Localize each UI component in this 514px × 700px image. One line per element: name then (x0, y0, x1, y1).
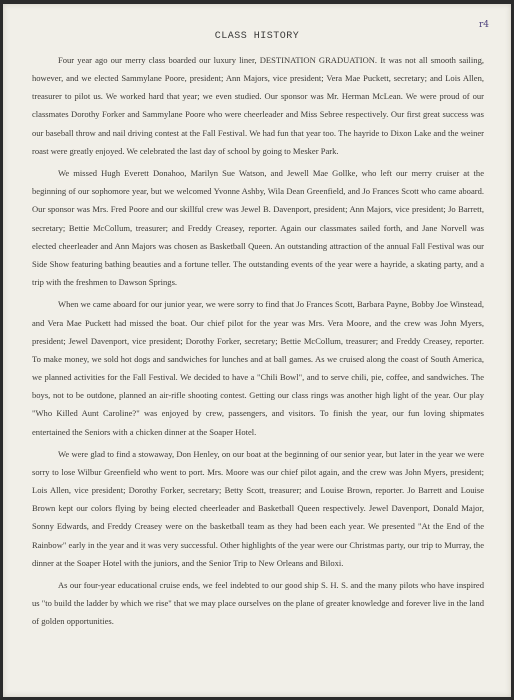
paragraph-closing: As our four-year educational cruise ends, we feel indebted to our good ship S. H. S. and the many pilots who have inspired us "to build the ladder by which we rise" that we may place ourselves on the plane of greater knowledge and forever live in the land of golden opportunities. (32, 580, 484, 627)
corner-mark: r4 (478, 20, 489, 30)
paragraph-sophomore-year: We missed Hugh Everett Donahoo, Marilyn Sue Watson, and Jewell Mae Gollke, who left our merry cruiser at the beginning of our sophomore year, but we welcomed Yvonne Ashby, Wila Dean Greenfield, and Jo Frances Scott who came aboard. Our sponsor was Mrs. Fred Poore and our skillful crew was Jewel B. Davenport, president; Ann Majors, vice president; Jo Barrett, secretary; Bettie McCollum, treasurer; and Freddy Creasey, reporter. Again our classmates sailed forth, and Jane Norvell was elected cheerleader and Ann Majors was chosen as Basketball Queen. An outstanding attraction of the annual Fall Festival was our Side Show featuring bathing beauties and a fortune teller. The outstanding events of the year were a hayride, a skating party, and a trip with the freshmen to Dawson Springs. (32, 168, 484, 288)
paragraph-junior-year: When we came aboard for our junior year, we were sorry to find that Jo Frances Scott, Barbara Payne, Bobby Joe Winstead, and Vera Mae Puckett had missed the boat. Our chief pilot for the year was Mrs. Vera Moore, and the crew was John Myers, president; Jewel Davenport, vice president; Dorothy Forker, secretary; Bettie McCollum, treasurer; and Freddy Creasey, reporter. To make money, we sold hot dogs and sandwiches for lunches and at ball games. As we cruised along the coast of South America, we planned activities for the Fall Festival. We decided to have a "Chili Bowl", and to serve chili, pie, coffee, and sandwiches. The boys, not to be outdone, planned an air-rifle shooting contest. Getting our class rings was another high light of the year. Our play "Who Killed Aunt Caroline?" was enjoyed by crew, passengers, and visitors. To finish the year, our fun loving shipmates entertained the Seniors with a chicken dinner at the Soaper Hotel. (32, 299, 484, 437)
paragraph-senior-year: We were glad to find a stowaway, Don Henley, on our boat at the beginning of our senior year, but later in the year we were sorry to lose Wilbur Greenfield who went to port. Mrs. Moore was our chief pilot again, and the crew was John Myers, president; Lois Allen, vice president; Dorothy Forker, secretary; Betty Scott, treasurer; and Louise Brown, reporter. Jo Barrett and Louise Brown kept our colors flying by being elected cheerleader and Basketball Queen respectively. Jewel Davenport, Donald Major, Sonny Edwards, and Freddy Creasey were on the basketball team as they had been each year. We presented "At the End of the Rainbow" early in the year and it was very successful. Other highlights of the year were our Christmas party, our trip to Murray, the dinner at the Soaper Hotel with the juniors, and the Senior Trip to New Orleans and Biloxi. (32, 448, 484, 568)
paragraph-freshman-year: Four year ago our merry class boarded our luxury liner, DESTINATION GRADUATION. It was not all smooth sailing, however, and we elected Sammylane Poore, president; Ann Majors, vice president; Vera Mae Puckett, secretary; and Lois Allen, treasurer to pilot us. We worked hard that year; we even studied. Our sponsor was Mr. Herman McLean. We were proud of our classmates Dorothy Forker and Sammylane Poore who were cheerleader and Miss Sebree respectively. Our first great success was our baseball throw and nail driving contest at the Fall Festival. We had fun that year too. The hayride to Dixon Lake and the weiner roast were greatly enjoyed. We celebrated the last day of school by going to Mesker Park. (32, 55, 484, 156)
history-text (32, 51, 484, 635)
page-title: CLASS HISTORY (214, 31, 300, 42)
yearbook-page (3, 4, 511, 697)
